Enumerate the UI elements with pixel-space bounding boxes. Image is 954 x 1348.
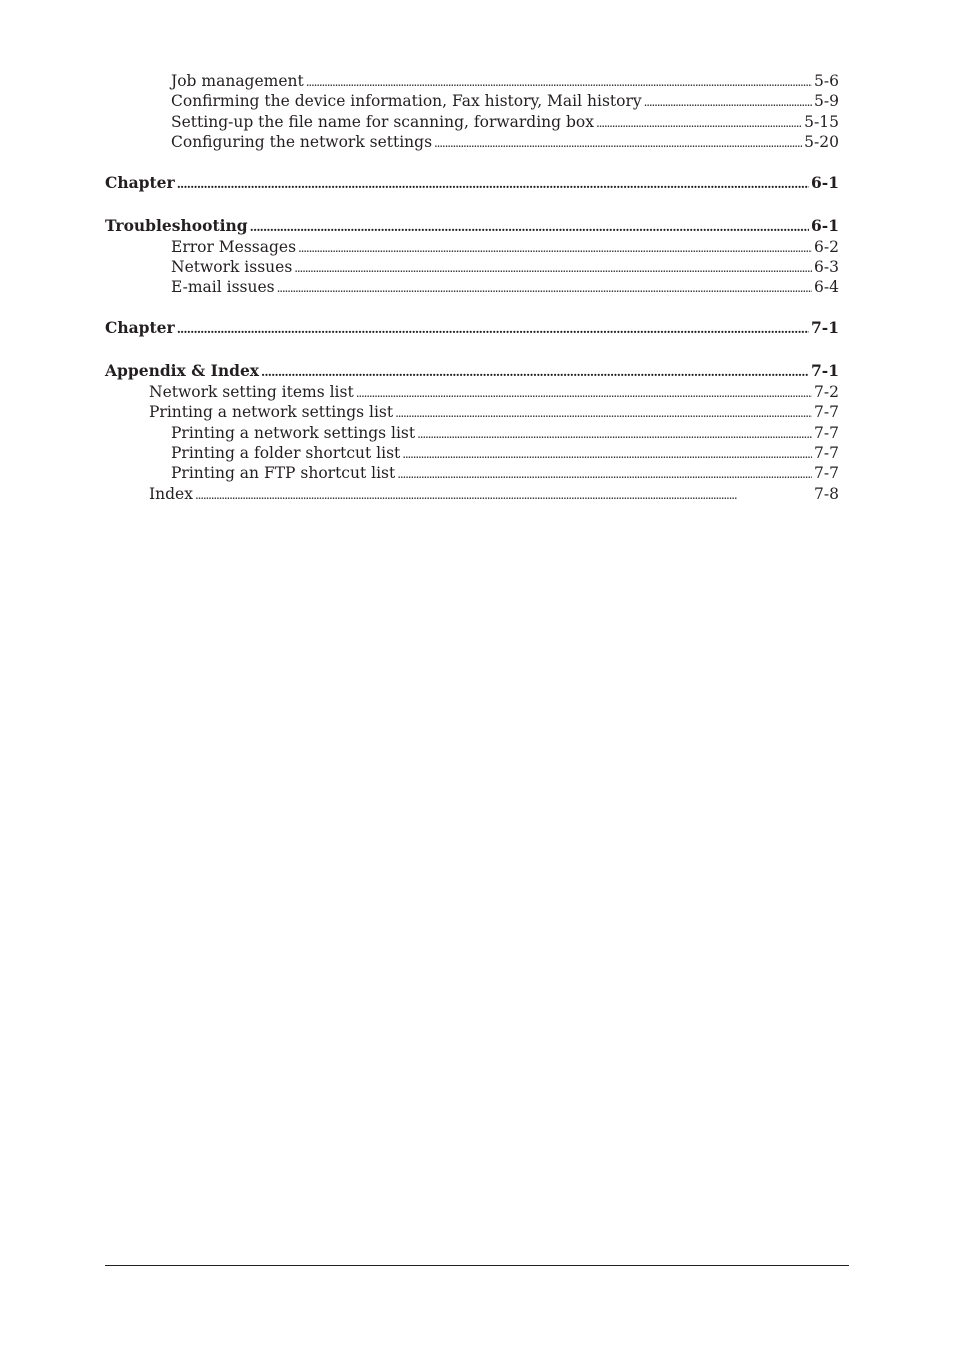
toc-entry-title: Confirming the device information, Fax history, Mail history (171, 92, 642, 111)
table-of-contents (105, 71, 839, 504)
toc-entry-troubleshooting[interactable] (105, 215, 839, 237)
dot-leader (294, 258, 812, 278)
toc-entry-page: 7-1 (810, 360, 839, 380)
toc-entry-page: 6-2 (814, 237, 839, 256)
dot-leader (298, 238, 812, 258)
dot-leader (596, 113, 802, 133)
footer-rule (105, 1265, 849, 1266)
dot-leader (644, 92, 812, 112)
toc-entry-page: 7-1 (810, 317, 839, 337)
dot-leader (306, 72, 812, 92)
toc-entry-email-issues[interactable] (105, 277, 839, 297)
toc-entry-index[interactable] (105, 484, 839, 504)
toc-entry-title: Job management (171, 72, 304, 90)
dot-leader (177, 318, 809, 340)
toc-entry-confirming-device-information[interactable] (105, 91, 839, 111)
dot-leader (395, 403, 812, 423)
toc-entry-title: Appendix & Index (105, 360, 260, 380)
toc-entry-printing-folder-shortcut-list[interactable] (105, 443, 839, 463)
dot-leader (195, 485, 812, 505)
toc-entry-job-management[interactable] (105, 71, 839, 91)
toc-entry-configuring-network-settings[interactable] (105, 132, 839, 152)
toc-entry-setting-up-file-name[interactable] (105, 112, 839, 132)
toc-chapter-7[interactable] (105, 317, 839, 339)
toc-entry-network-issues[interactable] (105, 257, 839, 277)
toc-entry-page: 7-8 (814, 484, 839, 503)
toc-entry-title: Network issues (171, 257, 293, 276)
toc-entry-title: Network setting items list (149, 382, 354, 401)
toc-entry-page: 7-7 (814, 403, 839, 422)
toc-entry-title: Configuring the network settings (171, 133, 433, 152)
toc-entry-page: 5-15 (804, 112, 839, 131)
toc-entry-page: 7-2 (814, 382, 839, 401)
toc-entry-page: 5-9 (814, 92, 839, 111)
dot-leader (177, 173, 809, 195)
toc-entry-title: Printing an FTP shortcut list (171, 464, 396, 483)
toc-entry-page: 7-7 (814, 443, 839, 462)
dot-leader (277, 278, 812, 298)
toc-entry-page: 6-3 (814, 257, 839, 276)
dot-leader (261, 361, 809, 383)
toc-entry-title: Setting-up the file name for scanning, forwarding box (171, 112, 594, 131)
dot-leader (397, 464, 812, 484)
toc-entry-title: Printing a network settings list (149, 403, 394, 422)
toc-entry-title: Troubleshooting (105, 215, 248, 235)
toc-entry-network-setting-items-list[interactable] (105, 382, 839, 402)
toc-entry-page: 7-7 (814, 423, 839, 442)
toc-entry-page: 6-1 (810, 215, 839, 235)
toc-entry-title: Chapter (105, 317, 175, 337)
toc-subentry-printing-network-settings-list[interactable] (105, 423, 839, 443)
toc-entry-page: 5-6 (814, 72, 839, 90)
toc-entry-title: Error Messages (171, 237, 297, 256)
toc-entry-printing-ftp-shortcut-list[interactable] (105, 463, 839, 483)
toc-entry-title: Index (149, 484, 193, 503)
toc-entry-title: Printing a folder shortcut list (171, 443, 401, 462)
toc-entry-title: Chapter (105, 172, 175, 192)
toc-entry-error-messages[interactable] (105, 237, 839, 257)
toc-entry-printing-network-settings-list[interactable] (105, 402, 839, 422)
toc-entry-page: 7-7 (814, 464, 839, 483)
dot-leader (402, 444, 812, 464)
toc-entry-title: E-mail issues (171, 278, 275, 297)
toc-entry-title: Printing a network settings list (171, 423, 416, 442)
dot-leader (356, 383, 812, 403)
toc-entry-appendix-index[interactable] (105, 360, 839, 382)
toc-entry-page: 5-20 (804, 133, 839, 152)
dot-leader (434, 133, 802, 153)
toc-entry-page: 6-1 (810, 172, 839, 192)
toc-entry-page: 6-4 (814, 278, 839, 297)
dot-leader (250, 216, 809, 238)
toc-chapter-6[interactable] (105, 172, 839, 194)
dot-leader (417, 424, 812, 444)
